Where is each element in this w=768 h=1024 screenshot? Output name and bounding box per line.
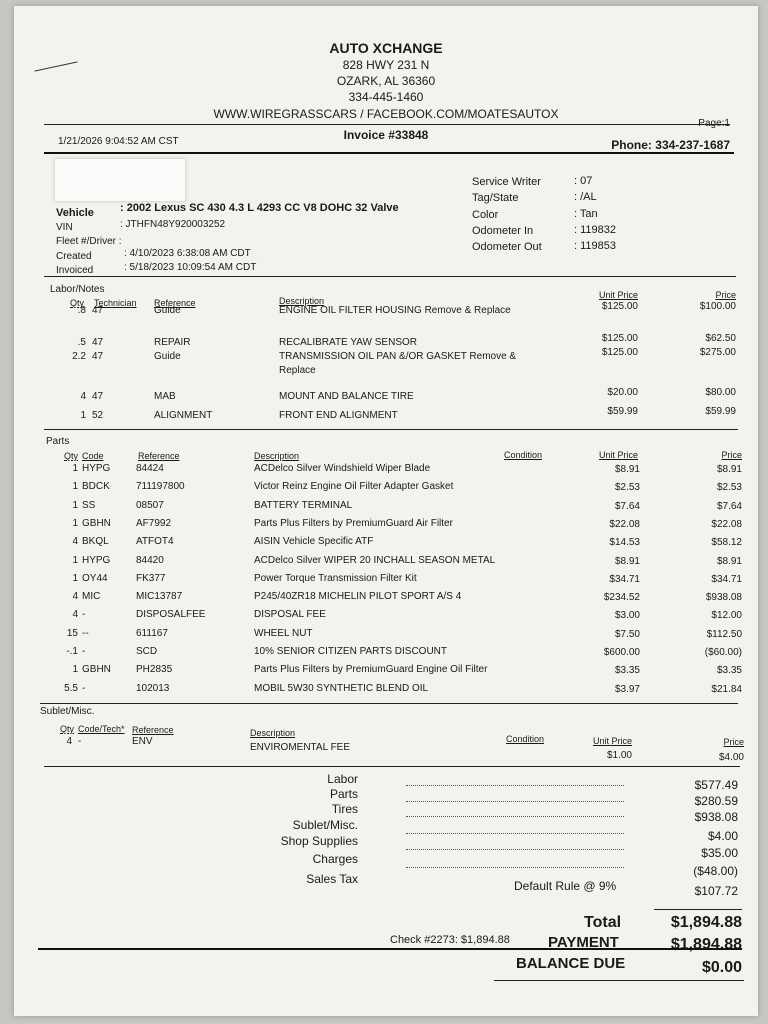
parts-rule [40,703,738,704]
parts-qty: 1 [72,517,78,529]
parts-qty: 1 [72,499,78,511]
labor-qty: 4 [80,391,86,402]
labor-unit-price: $125.00 [601,347,638,358]
labor-unit-price: $20.00 [607,387,638,398]
parts-qty: 1 [72,554,78,566]
parts-price: $112.50 [706,628,742,640]
parts-description: ACDelco Silver WIPER 20 INCHALL SEASON METAL [254,554,496,566]
leader-dots [406,785,624,786]
vehicle-value: : 2002 Lexus SC 430 4.3 L 4293 CC V8 DOHC 32 Valve [120,202,399,214]
parts-unit-price: $234.52 [603,592,640,604]
parts-unit-price: $3.00 [614,610,640,622]
labor-description-cont: Replace [279,365,316,376]
parts-code: - [82,682,86,694]
parts-reference: 711197800 [136,481,185,493]
parts-unit-price: $3.35 [614,665,640,677]
labor-description: TRANSMISSION OIL PAN &/OR GASKET Remove & [279,351,517,362]
parts-unit-price: $22.08 [609,518,640,530]
header-rule [44,124,730,125]
parts-reference: 84420 [136,554,164,566]
parts-qty: 15 [66,627,78,639]
tag-value: : /AL [574,191,597,203]
parts-qty: 1 [72,664,78,676]
parts-code: OY44 [82,572,108,584]
parts-header-code: Code [82,451,104,461]
writer-value: : 07 [574,175,593,187]
check-info: Check #2273: $1,894.88 [390,934,510,946]
parts-reference: ATFOT4 [136,536,174,548]
sublet-header-desc: Description [250,728,296,738]
total-line-label: Labor [327,772,358,786]
parts-reference: DISPOSALFEE [136,609,206,621]
total-line-label: Charges [312,852,358,866]
labor-header-tech: Technician [94,298,137,308]
labor-section-title: Labor/Notes [50,284,105,295]
labor-price: $62.50 [705,333,736,344]
odo-in-value: : 119832 [574,224,617,236]
labor-qty: 2.2 [72,351,86,362]
parts-price: $2.53 [716,482,742,494]
parts-unit-price: $600.00 [603,647,640,658]
parts-header-cond: Condition [504,450,543,460]
parts-price: $8.91 [716,464,742,475]
parts-header-unit: Unit Price [598,450,638,460]
shop-name: AUTO XCHANGE [329,40,443,56]
parts-description: Victor Reinz Engine Oil Filter Adapter Gasket [254,481,454,493]
parts-description: BATTERY TERMINAL [254,499,353,511]
leader-dots [406,867,624,868]
shop-address-2: OZARK, AL 36360 [336,74,436,88]
parts-code: MIC [82,591,101,603]
parts-header-ref: Reference [138,451,180,461]
vin-value: : JTHFN48Y920003252 [120,219,226,230]
labor-reference: REPAIR [154,337,191,348]
labor-qty: .5 [77,337,86,348]
labor-description: RECALIBRATE YAW SENSOR [279,337,417,348]
labor-header-price: Price [715,290,736,300]
labor-reference: Guide [154,351,181,362]
labor-description: ENGINE OIL FILTER HOUSING Remove & Replace [279,305,511,316]
parts-reference: 102013 [136,682,170,694]
vin-label: VIN [56,222,73,233]
parts-unit-price: $8.91 [614,464,640,475]
customer-phone: Phone: 334-237-1687 [611,138,730,152]
color-value: : Tan [574,208,598,220]
payment-label: PAYMENT [548,934,619,951]
total-line-label: Tires [331,802,358,816]
total-line-value: $107.72 [694,884,738,898]
labor-description: FRONT END ALIGNMENT [279,410,398,421]
labor-reference: MAB [154,391,176,402]
parts-reference: SCD [136,646,158,657]
redacted-area [54,158,186,202]
parts-code: BDCK [82,481,110,493]
invoiced-value: : 5/18/2023 10:09:54 AM CDT [124,262,257,273]
created-value: : 4/10/2023 6:38:08 AM CDT [124,248,251,259]
invoice-number: Invoice #33848 [343,128,429,142]
parts-reference: FK377 [136,572,166,584]
parts-code: GBHN [82,664,111,676]
color-label: Color [472,209,499,221]
labor-rule [44,429,738,430]
labor-description: MOUNT AND BALANCE TIRE [279,391,414,402]
invoice-datetime: 1/21/2026 9:04:52 AM CST [58,136,179,147]
parts-reference: 611167 [136,627,168,639]
parts-qty: 4 [72,591,78,603]
parts-description: 10% SENIOR CITIZEN PARTS DISCOUNT [254,646,447,657]
leader-dots [406,833,624,834]
total-line-value: ($48.00) [693,864,738,878]
leader-dots [406,816,624,817]
labor-qty: 1 [80,410,86,421]
parts-qty: 4 [72,536,78,548]
parts-code: -- [82,627,89,639]
parts-code: GBHN [82,517,111,529]
total-rule [654,909,742,910]
parts-price: $938.08 [705,592,742,604]
total-value: $1,894.88 [670,914,742,931]
labor-tech: 52 [92,410,104,421]
labor-header-unit: Unit Price [598,290,638,300]
sublet-header-price: Price [723,737,744,747]
sublet-header-unit: Unit Price [592,736,632,746]
total-line-value: $577.49 [694,778,738,792]
parts-description: ACDelco Silver Windshield Wiper Blade [254,463,431,474]
odo-in-label: Odometer In [472,225,534,237]
parts-description: Parts Plus Filters by PremiumGuard Air Filter [254,517,453,529]
labor-header-qty: Qty [70,298,85,308]
labor-header-ref: Reference [154,298,196,308]
odo-out-label: Odometer Out [472,241,542,253]
parts-header-desc: Description [254,451,300,461]
vehicle-label: Vehicle [56,207,94,219]
parts-price: ($60.00) [704,647,742,658]
parts-unit-price: $7.64 [614,500,640,512]
labor-price: $275.00 [699,347,736,358]
parts-description: MOBIL 5W30 SYNTHETIC BLEND OIL [254,682,429,694]
total-line-label: Sublet/Misc. [292,818,358,832]
shop-address-1: 828 HWY 231 N [342,58,430,72]
parts-price: $58.12 [711,537,742,549]
parts-unit-price: $14.53 [609,537,640,549]
parts-unit-price: $2.53 [614,482,640,494]
parts-description: WHEEL NUT [254,627,313,639]
total-line-value: $938.08 [694,810,738,824]
parts-section-title: Parts [46,436,70,447]
sublet-unit-price: $1.00 [606,750,632,761]
parts-price: $8.91 [716,555,742,567]
leader-dots [406,849,624,850]
labor-unit-price: $125.00 [601,301,638,312]
labor-price: $59.99 [705,406,736,417]
parts-description: Power Torque Transmission Filter Kit [254,572,417,584]
labor-qty: .8 [77,305,86,316]
created-label: Created [56,251,92,262]
parts-unit-price: $8.91 [614,555,640,567]
tax-rule: Default Rule @ 9% [514,879,617,893]
parts-qty: 5.5 [64,682,78,694]
parts-price: $7.64 [716,500,742,512]
parts-reference: 84424 [136,463,164,474]
parts-description: Parts Plus Filters by PremiumGuard Engine Oil Filter [254,664,488,676]
parts-code: - [82,609,86,621]
parts-description: P245/40ZR18 MICHELIN PILOT SPORT A/S 4 [254,591,462,603]
parts-reference: 08507 [136,499,164,511]
odo-out-value: : 119853 [574,240,617,252]
labor-unit-price: $125.00 [601,333,638,344]
parts-description: AISIN Vehicle Specific ATF [254,536,374,548]
sublet-description: ENVIROMENTAL FEE [250,742,351,753]
leader-dots [406,801,624,802]
parts-code: HYPG [82,554,111,566]
parts-description: DISPOSAL FEE [254,609,326,621]
parts-reference: AF7992 [136,517,172,529]
invoice-page [14,6,758,1016]
sublet-header-ref: Reference [132,725,174,735]
writer-label: Service Writer [472,176,541,188]
sublet-qty: 4 [66,736,72,747]
page-number: Page:1 [698,118,730,129]
sublet-code: - [78,736,82,747]
parts-header-price: Price [721,450,742,460]
parts-unit-price: $7.50 [614,628,640,640]
sublet-header-cond: Condition [506,734,545,744]
sublet-header-code: Code/Tech* [78,724,125,734]
total-line-value: $35.00 [701,846,738,860]
parts-code: - [82,646,86,657]
shop-phone: 334-445-1460 [348,90,424,104]
total-line-label: Parts [329,787,358,801]
total-line-label: Sales Tax [306,872,358,886]
parts-code: SS [82,499,96,511]
balance-label: BALANCE DUE [516,955,626,972]
sublet-price: $4.00 [718,752,744,763]
parts-unit-price: $34.71 [609,573,640,585]
sublet-rule [44,766,740,767]
payment-value: $1,894.88 [670,936,742,953]
labor-tech: 47 [92,391,104,402]
invoiced-label: Invoiced [56,265,94,276]
shop-web: WWW.WIREGRASSCARS / FACEBOOK.COM/MOATESAUTOX [213,107,559,121]
parts-qty: 1 [72,463,78,474]
parts-price: $12.00 [711,610,742,622]
sublet-section-title: Sublet/Misc. [40,706,95,717]
labor-tech: 47 [92,305,104,316]
sublet-header-qty: Qty [60,724,75,734]
header-rule-2 [44,152,734,154]
total-line-value: $4.00 [707,829,738,843]
total-line-label: Shop Supplies [280,834,358,848]
sublet-reference: ENV [132,736,153,747]
fleet-label: Fleet #/Driver : [56,236,122,247]
balance-rule [38,948,742,950]
labor-price: $100.00 [699,301,736,312]
total-line-value: $280.59 [694,794,738,808]
parts-unit-price: $3.97 [614,683,640,695]
parts-qty: 4 [72,609,78,621]
labor-header-desc: Description [279,296,325,306]
parts-price: $3.35 [716,665,742,677]
parts-code: BKQL [82,536,109,548]
parts-price: $22.08 [711,518,742,530]
parts-qty: 1 [72,572,78,584]
labor-unit-price: $59.99 [607,406,638,417]
labor-reference: Guide [154,305,181,316]
parts-price: $21.84 [711,683,742,695]
parts-reference: MIC13787 [136,591,183,603]
labor-price: $80.00 [705,387,736,398]
bottom-rule [494,980,744,981]
parts-reference: PH2835 [136,664,173,676]
balance-value: $0.00 [701,959,742,976]
parts-price: $34.71 [711,573,742,585]
vehicle-rule [44,276,736,277]
labor-tech: 47 [92,351,104,362]
total-label: Total [584,914,622,931]
parts-code: HYPG [82,463,111,474]
parts-header-qty: Qty [64,451,79,461]
parts-qty: -.1 [66,646,78,657]
parts-qty: 1 [72,481,78,493]
tag-label: Tag/State [472,192,519,204]
labor-tech: 47 [92,337,104,348]
labor-reference: ALIGNMENT [154,410,213,421]
